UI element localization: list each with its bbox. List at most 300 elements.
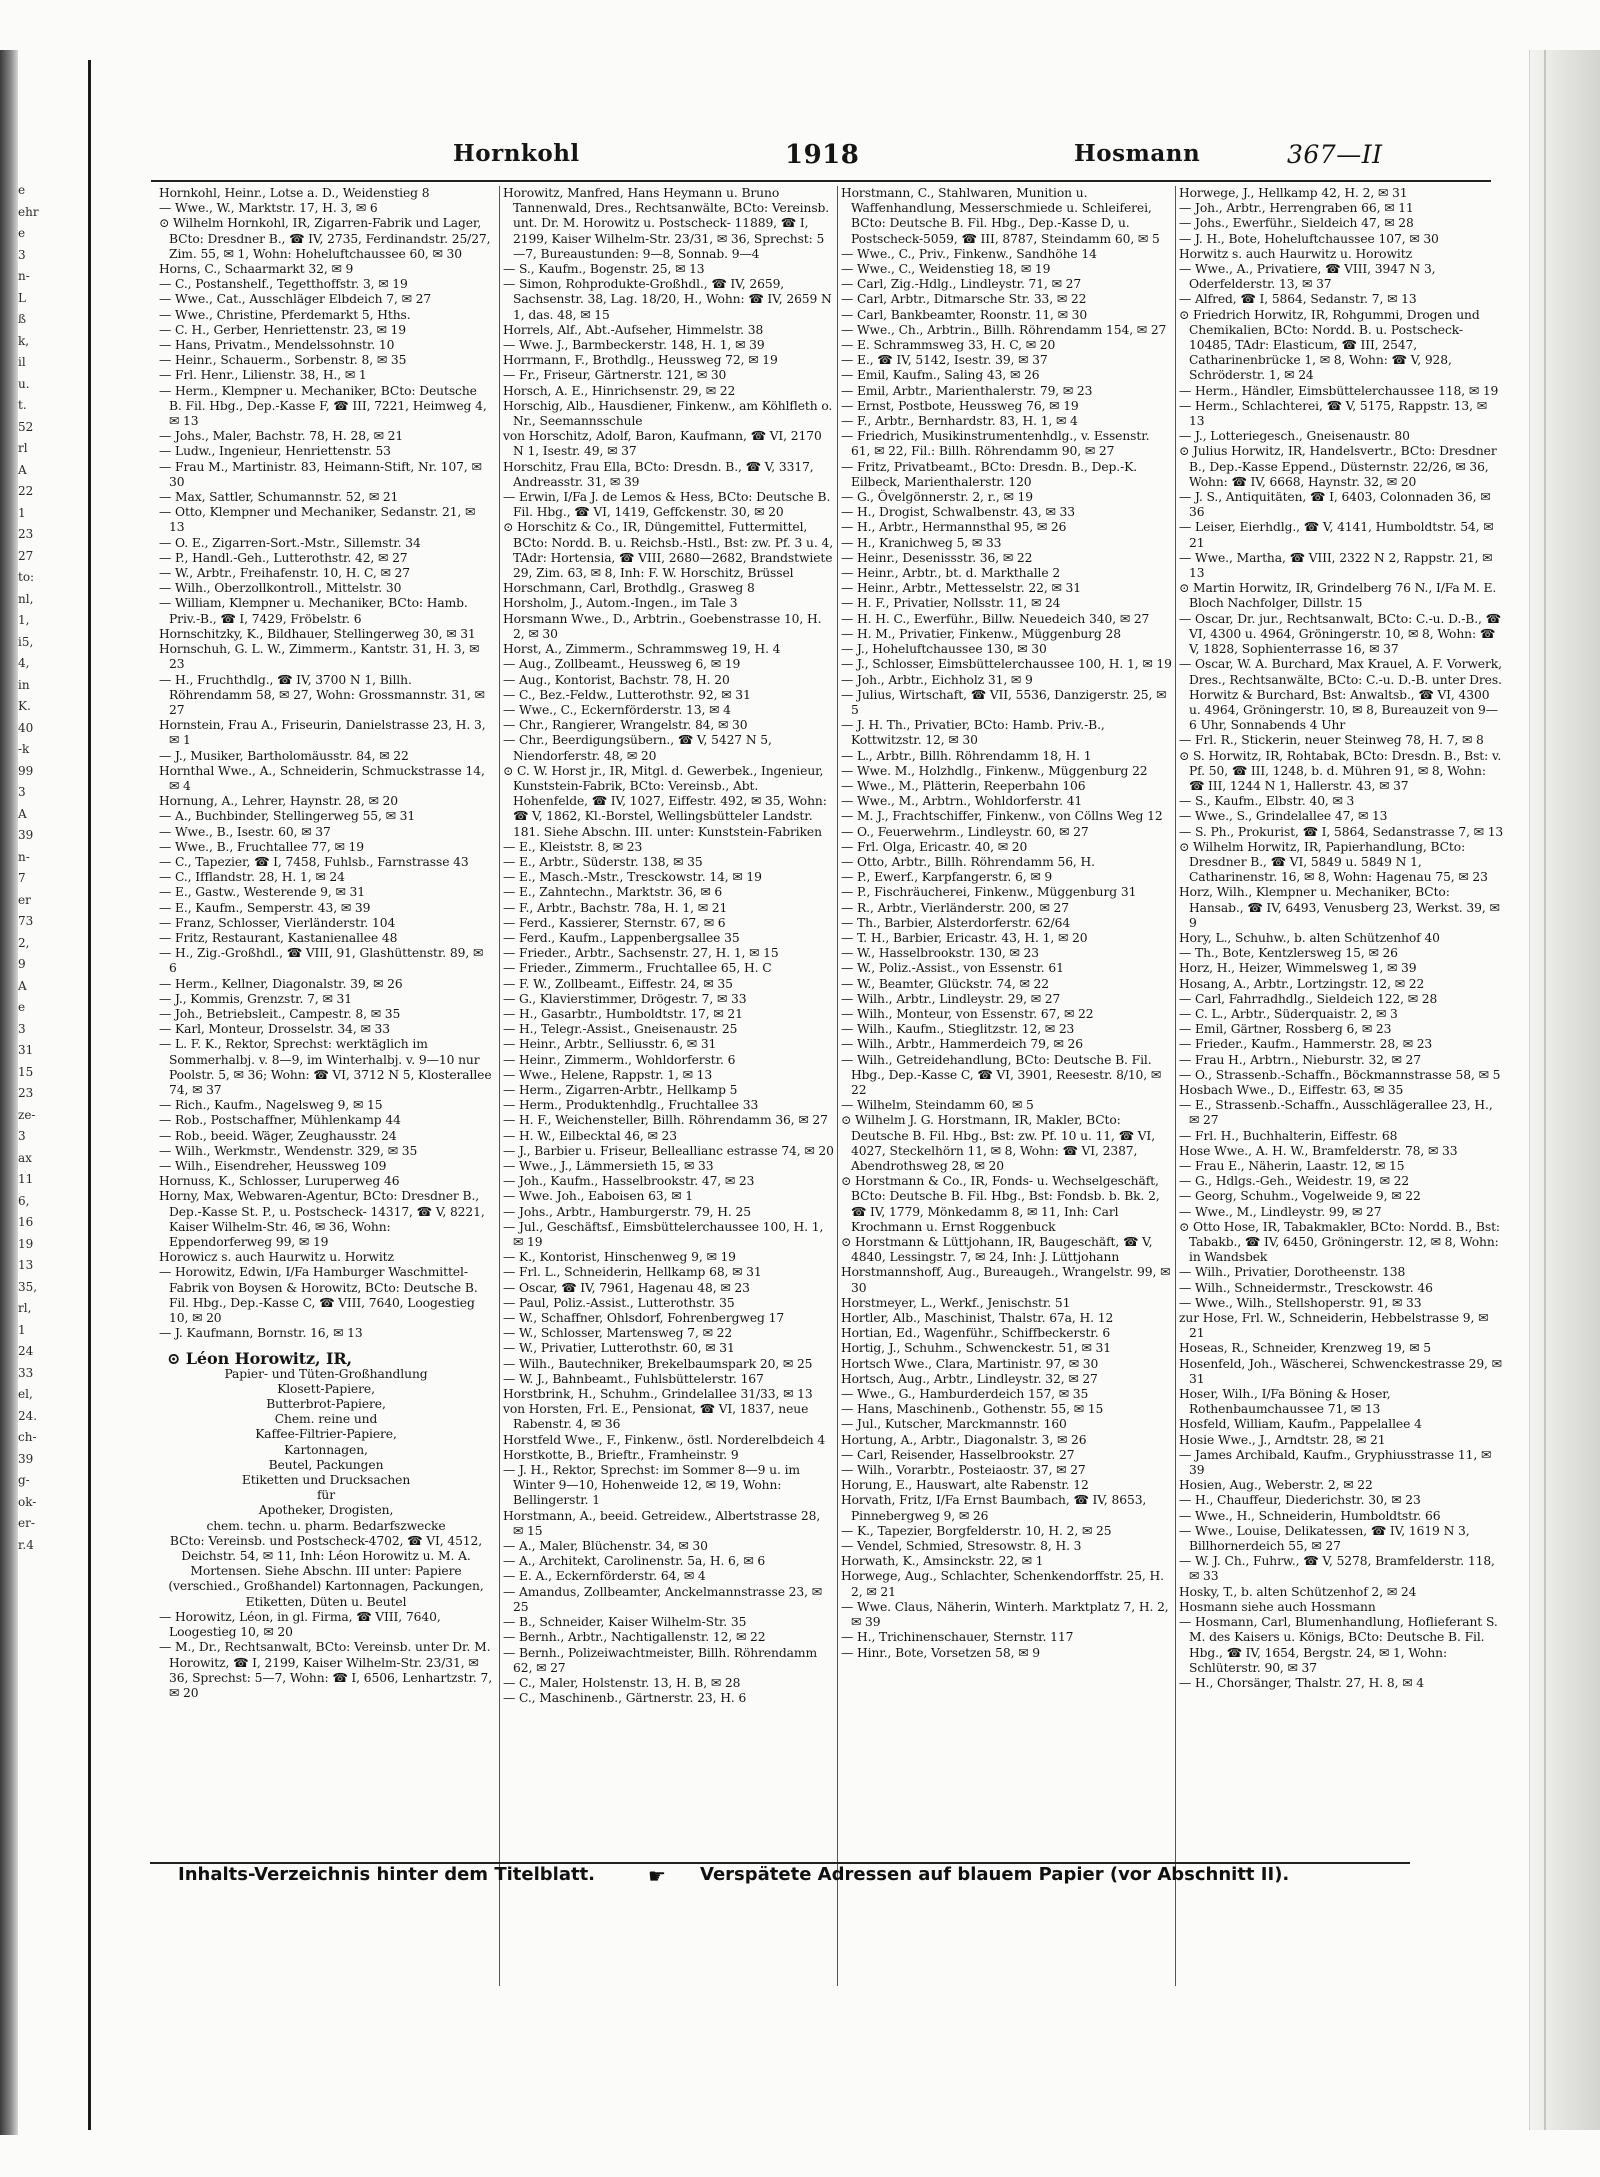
- directory-entry: — Heinr., Desenissstr. 36, ✉ 22: [841, 550, 1033, 565]
- ad-line: für: [316, 1488, 336, 1503]
- directory-entry: — H., Trichinenschauer, Sternstr. 117: [841, 1630, 1074, 1645]
- directory-entry: — Friedrich, Musikinstrumentenhdlg., v. Essenstr. 61, ✉ 22, Fil.: Billh. Röhrendamm 90, ✉ 27: [841, 429, 1150, 459]
- margin-fragment: 99: [18, 763, 34, 778]
- directory-entry: — C., Postanshelf., Tegetthoffstr. 3, ✉ 19: [159, 277, 408, 292]
- margin-fragment: A: [18, 806, 27, 821]
- directory-entry: — Jul., Kutscher, Marckmannstr. 160: [841, 1417, 1067, 1432]
- margin-fragment: e: [18, 183, 26, 197]
- directory-entry: — Frau E., Näherin, Laastr. 12, ✉ 15: [1179, 1159, 1405, 1173]
- directory-entry: — P., Handl.-Geh., Lutterothstr. 42, ✉ 27: [159, 550, 408, 565]
- directory-entry: Hoser, Wilh., I/Fa Böning & Hoser, Rothenbaumchaussee 71, ✉ 13: [1179, 1387, 1391, 1417]
- directory-entry: — Wwe., C., Priv., Finkenw., Sandhöhe 14: [841, 246, 1097, 261]
- column-entries: [1179, 186, 1504, 1691]
- ad-line: BCto: Vereinsb. und Postscheck-4702, ☎ VI, 4512, Deichstr. 54, ✉ 11, Inh: Léon Horowitz u. M. A. Mortensen. Siehe Abschn. III unter: Papiere (verschied., Großhandel) Kartonnagen, Packungen, Etiketten, Düten u. Beutel: [168, 1533, 484, 1609]
- ad-lines: [159, 1367, 493, 1610]
- directory-entry: — Wilh., Getreidehandlung, BCto: Deutsche B. Fil. Hbg., Dep.-Kasse C, ☎ VI, 3901, Reesestr. 8/10, ✉ 22: [841, 1052, 1162, 1097]
- directory-entry: Hortian, Ed., Wagenführ., Schiffbeckerstr. 6: [841, 1326, 1111, 1341]
- directory-entry: — Frl. H., Buchhalterin, Eiffestr. 68: [1179, 1128, 1398, 1143]
- directory-entry: — C., Tapezier, ☎ I, 7458, Fuhlsb., Farnstrasse 43: [159, 854, 469, 869]
- directory-entry: Hosenfeld, Joh., Wäscherei, Schwenckestrasse 29, ✉ 31: [1179, 1356, 1502, 1386]
- directory-entry: — J., Kommis, Grenzstr. 7, ✉ 31: [159, 991, 352, 1006]
- directory-entry: — J. Kaufmann, Bornstr. 16, ✉ 13: [159, 1326, 363, 1341]
- margin-fragment: 3: [18, 1021, 26, 1036]
- column-1: [159, 186, 493, 1986]
- directory-entry: — Vendel, Schmied, Stresowstr. 8, H. 3: [841, 1539, 1082, 1554]
- directory-entry: ⊙ C. W. Horst jr., IR, Mitgl. d. Gewerbek., Ingenieur, Kunststein-Fabrik, BCto: Vereinsb., Abt. Hohenfelde, ☎ IV, 1027, Eiffestr. 492, ✉ 35, Wohn: ☎ V, 1862, Kl.-Borstel, Wellingsbütteler Landstr. 181. Siehe Abschn. III. unter: Kunststein-Fabriken: [503, 763, 827, 839]
- directory-entry: ⊙ Friedrich Horwitz, IR, Rohgummi, Drogen und Chemikalien, BCto: Nordd. B. u. Postscheck- 10485, TAdr: Elasticum, ☎ III, 2547, Catharinenbrücke 1, ✉ 8, Wohn: ☎ V, 928, Schröderstr. 1, ✉ 24: [1179, 307, 1480, 383]
- directory-entry: — Wwe., Cat., Ausschläger Elbdeich 7, ✉ 27: [159, 292, 432, 307]
- directory-entry: — R., Arbtr., Vierländerstr. 200, ✉ 27: [841, 900, 1069, 915]
- directory-entry: Horstmann, A., beeid. Getreidew., Albertstrasse 28, ✉ 15: [503, 1508, 821, 1538]
- directory-entry: Horstfeld Wwe., F., Finkenw., östl. Norderelbdeich 4: [503, 1432, 826, 1447]
- directory-entry: — Carl, Reisender, Hasselbrookstr. 27: [841, 1447, 1075, 1462]
- directory-entry: — W. J. Ch., Fuhrw., ☎ V, 5278, Bramfelderstr. 118, ✉ 33: [1179, 1554, 1495, 1584]
- margin-fragment: er: [18, 892, 31, 907]
- margin-fragment: 39: [18, 828, 34, 842]
- directory-entry: — G., Övelgönnerstr. 2, r., ✉ 19: [841, 490, 1033, 505]
- margin-fragment: L: [18, 290, 26, 305]
- margin-fragment: 33: [18, 1365, 34, 1380]
- ad-title: ⊙ Léon Horowitz, IR,: [167, 1349, 352, 1369]
- column-4: [1175, 186, 1504, 1986]
- directory-entry: — Wwe., G., Hamburderdeich 157, ✉ 35: [841, 1387, 1089, 1402]
- directory-entry: Hornung, A., Lehrer, Haynstr. 28, ✉ 20: [159, 794, 398, 809]
- directory-entry: Hornthal Wwe., A., Schneiderin, Schmuckstrasse 14, ✉ 4: [159, 763, 485, 793]
- directory-entry: — M., Dr., Rechtsanwalt, BCto: Vereinsb. unter Dr. M. Horowitz, ☎ I, 2199, Kaiser Wilhelm-Str. 23/31, ✉ 36, Sprechst: 5—7, Wohn: ☎ I, 6506, Lenhartzstr. 7, ✉ 20: [159, 1640, 493, 1700]
- directory-entry: — Wwe., A., Privatiere, ☎ VIII, 3947 N 3, Oderfelderstr. 13, ✉ 37: [1179, 262, 1436, 292]
- directory-entry: Hornschuh, G. L. W., Zimmerm., Kantstr. 31, H. 3, ✉ 23: [159, 642, 480, 672]
- directory-entry: — H., Drogist, Schwalbenstr. 43, ✉ 33: [841, 505, 1075, 520]
- directory-entry: Hortsch, Aug., Arbtr., Lindleystr. 32, ✉ 27: [841, 1371, 1098, 1386]
- directory-page: [88, 60, 1533, 2130]
- directory-entry: — C., Ifflandstr. 28, H. 1, ✉ 24: [159, 870, 345, 885]
- directory-entry: — Paul, Poliz.-Assist., Lutterothstr. 35: [503, 1295, 735, 1310]
- directory-entry: — K., Kontorist, Hinschenweg 9, ✉ 19: [503, 1250, 736, 1265]
- directory-entry: Hosfeld, William, Kaufm., Pappelallee 4: [1179, 1417, 1422, 1432]
- directory-entry: — William, Klempner u. Mechaniker, BCto: Hamb. Priv.-B., ☎ I, 7429, Fröbelstr. 6: [159, 596, 468, 626]
- directory-entry: ⊙ Horschitz & Co., IR, Düngemittel, Futtermittel, BCto: Nordd. B. u. Reichsb.-Hstl., Bst: zw. Pf. 3 u. 4, TAdr: Hortensia, ☎ VIII, 2680—2682, Brandstwiete 29, Zim. 63, ✉ 8, Inh: F. W. Horschitz, Brüssel: [503, 520, 834, 581]
- directory-entry: — Bernh., Polizeiwachtmeister, Billh. Röhrendamm 62, ✉ 27: [503, 1645, 818, 1675]
- margin-fragment: A: [18, 978, 27, 993]
- directory-entry: — Joh., Arbtr., Eichholz 31, ✉ 9: [841, 672, 1033, 687]
- directory-entry: — H., Kranichweg 5, ✉ 33: [841, 535, 1002, 550]
- directory-entry: — Herm., Kellner, Diagonalstr. 39, ✉ 26: [159, 976, 403, 991]
- directory-entry: — W., Poliz.-Assist., von Essenstr. 61: [841, 961, 1064, 976]
- directory-entry: — Herm., Händler, Eimsbüttelerchaussee 118, ✉ 19: [1179, 383, 1499, 398]
- directory-entry: Horstkotte, B., Brieftr., Framheinstr. 9: [503, 1447, 739, 1462]
- margin-fragment: 27: [18, 548, 34, 563]
- directory-entry: ⊙ Horstmann & Co., IR, Fonds- u. Wechselgeschäft, BCto: Deutsche B. Fil. Hbg., Bst: Fondsb. b. Bk. 2, ☎ IV, 1779, Mönkedamm 8, ✉ 11, Inh: Carl Krochmann u. Ernst Roggenbuck: [841, 1174, 1160, 1234]
- margin-fragment: in: [18, 677, 30, 692]
- directory-entry: — H., Arbtr., Hermannsthal 95, ✉ 26: [841, 520, 1067, 535]
- directory-entry: — Jul., Geschäftsf., Eimsbüttelerchaussee 100, H. 1, ✉ 19: [503, 1219, 824, 1250]
- directory-entry: — Frl. L., Schneiderin, Hellkamp 68, ✉ 31: [503, 1265, 762, 1280]
- directory-entry: ⊙ Julius Horwitz, IR, Handelsvertr., BCto: Dresdner B., Dep.-Kasse Eppend., Düsternstr. 22/26, ✉ 36, Wohn: ☎ IV, 6668, Haynstr. 32, ✉ 20: [1179, 444, 1497, 489]
- directory-entry: — Otto, Arbtr., Billh. Röhrendamm 56, H.: [841, 854, 1095, 869]
- directory-entry: — Max, Sattler, Schumannstr. 52, ✉ 21: [159, 490, 399, 505]
- directory-entry: — Karl, Monteur, Drosselstr. 34, ✉ 33: [159, 1022, 390, 1037]
- directory-entry: — W., Privatier, Lutterothstr. 60, ✉ 31: [503, 1341, 735, 1356]
- directory-entry: — E., Kaufm., Semperstr. 43, ✉ 39: [159, 900, 371, 915]
- directory-entry: — O., Strassenb.-Schaffn., Böckmannstrasse 58, ✉ 5: [1179, 1067, 1501, 1082]
- directory-entry: Hornschitzky, K., Bildhauer, Stellingerweg 30, ✉ 31: [159, 626, 476, 641]
- directory-entry: Hornuss, K., Schlosser, Luruperweg 46: [159, 1174, 400, 1189]
- directory-entry: — Wilh., Werkmstr., Wendenstr. 329, ✉ 35: [159, 1143, 418, 1158]
- margin-fragment: 73: [18, 914, 34, 928]
- directory-entry: — Wilh., Schneidermstr., Tresckowstr. 46: [1179, 1280, 1433, 1295]
- directory-entry: Horstmann, C., Stahlwaren, Munition u. Waffenhandlung, Messerschmiede u. Schleiferei, BCto: Deutsche B. Fil. Hbg., Dep.-Kasse D, u. Postscheck-5059, ☎ III, 8787, Steindamm 60, ✉ 5: [841, 186, 1160, 246]
- page-header: [91, 140, 1533, 180]
- directory-entry: — Rich., Kaufm., Nagelsweg 9, ✉ 15: [159, 1098, 383, 1113]
- directory-entry: — Horowitz, Léon, in gl. Firma, ☎ VIII, 7640, Loogestieg 10, ✉ 20: [159, 1609, 441, 1640]
- directory-entry: — P., Fischräucherei, Finkenw., Müggenburg 31: [841, 885, 1137, 900]
- directory-entry: — Wilh., Vorarbtr., Posteiaostr. 37, ✉ 27: [841, 1463, 1086, 1478]
- directory-entry: — H., Telegr.-Assist., Gneisenaustr. 25: [503, 1022, 738, 1037]
- margin-fragment: 24.: [18, 1408, 38, 1423]
- directory-entry: ⊙ S. Horwitz, IR, Rohtabak, BCto: Dresdn. B., Bst: v. Pf. 50, ☎ III, 1248, b. d. Mühren 91, ✉ 8, Wohn: ☎ III, 1244 N 1, Hallerstr. 43, ✉ 37: [1179, 748, 1502, 793]
- directory-entry: — H. M., Privatier, Finkenw., Müggenburg 28: [841, 626, 1121, 641]
- directory-entry: Horwitz s. auch Haurwitz u. Horowitz: [1179, 246, 1412, 261]
- margin-fragment: i5,: [18, 634, 34, 649]
- directory-entry: — C., Maler, Holstenstr. 13, H. B, ✉ 28: [503, 1675, 741, 1690]
- advertisement-leon-horowitz: [159, 1351, 493, 1609]
- directory-entry: — Wwe., Christine, Pferdemarkt 5, Hths.: [159, 307, 411, 322]
- directory-entry: — Emil, Kaufm., Saling 43, ✉ 26: [841, 368, 1040, 383]
- directory-entry: — Herm., Zigarren-Arbtr., Hellkamp 5: [503, 1082, 738, 1097]
- header-first-name: Hornkohl: [453, 140, 580, 167]
- directory-entry: von Horsten, Frl. E., Pensionat, ☎ VI, 1837, neue Rabenstr. 4, ✉ 36: [503, 1402, 809, 1432]
- directory-entry: — Th., Barbier, Alsterdorferstr. 62/64: [841, 915, 1071, 930]
- previous-page-gutter: [0, 50, 18, 2135]
- directory-entry: Hornstein, Frau A., Friseurin, Danielstrasse 23, H. 3, ✉ 1: [159, 718, 486, 748]
- directory-entry: — M. J., Frachtschiffer, Finkenw., von Cöllns Weg 12: [841, 809, 1163, 824]
- margin-fragment: t.: [18, 398, 27, 412]
- directory-entry: — W. J., Bahnbeamt., Fuhlsbüttelerstr. 167: [503, 1371, 764, 1386]
- directory-entry: Hortler, Alb., Maschinist, Thalstr. 67a, H. 12: [841, 1311, 1114, 1326]
- page-edge: [1529, 50, 1600, 2130]
- directory-entry: — J. H., Rektor, Sprechst: im Sommer 8—9 u. im Winter 9—10, Hohenweide 12, ✉ 19, Wohn: Bellingerstr. 1: [503, 1463, 800, 1508]
- directory-entry: — Wwe., W., Marktstr. 17, H. 3, ✉ 6: [159, 201, 378, 216]
- directory-entry: zur Hose, Frl. W., Schneiderin, Hebbelstrasse 9, ✉ 21: [1179, 1311, 1489, 1341]
- directory-entry: — Rob., beeid. Wäger, Zeughausstr. 24: [159, 1128, 397, 1143]
- margin-fragment: 3: [18, 785, 26, 799]
- directory-entry: Hortsch Wwe., Clara, Martinistr. 97, ✉ 30: [841, 1356, 1099, 1371]
- directory-entry: Horsmann Wwe., D., Arbtrin., Goebenstrasse 10, H. 2, ✉ 30: [503, 611, 822, 641]
- directory-entry: — Herm., Produktenhdlg., Fruchtallee 33: [503, 1098, 759, 1113]
- directory-entry: Hortig, J., Schuhm., Schwenckestr. 51, ✉ 31: [841, 1341, 1111, 1356]
- pointing-hand-icon: ☛: [648, 1864, 666, 1888]
- directory-entry: — Carl, Arbtr., Ditmarsche Str. 33, ✉ 22: [841, 292, 1087, 307]
- directory-entry: — Wilh., Arbtr., Lindleystr. 29, ✉ 27: [841, 991, 1061, 1006]
- directory-entry: — A., Maler, Blüchenstr. 34, ✉ 30: [503, 1539, 708, 1554]
- directory-entry: — Horowitz, Edwin, I/Fa Hamburger Waschmittel-Fabrik von Boysen & Horowitz, BCto: Deutsche B. Fil. Hbg., Dep.-Kasse C, ☎ VIII, 7640, Loogestieg 10, ✉ 20: [159, 1265, 478, 1326]
- margin-fragment: n-: [18, 269, 30, 283]
- directory-entry: — Herm., Schlachterei, ☎ V, 5175, Rappstr. 13, ✉ 13: [1179, 398, 1487, 429]
- directory-entry: Horsch, A. E., Hinrichsenstr. 29, ✉ 22: [503, 383, 736, 398]
- margin-fragment: e: [18, 226, 26, 240]
- directory-entry: — Frl. Olga, Ericastr. 40, ✉ 20: [841, 839, 1028, 854]
- directory-entry: — Hinr., Bote, Vorsetzen 58, ✉ 9: [841, 1645, 1040, 1660]
- directory-entry: Horsholm, J., Autom.-Ingen., im Tale 3: [503, 596, 738, 611]
- directory-entry: — J., Schlosser, Eimsbüttelerchaussee 100, H. 1, ✉ 19: [841, 657, 1172, 672]
- directory-entry: — Wilh., Kaufm., Stieglitzstr. 12, ✉ 23: [841, 1022, 1075, 1037]
- directory-entry: Horz, Wilh., Klempner u. Mechaniker, BCto: Hansab., ☎ IV, 6493, Venusberg 23, Werkst. 39, ✉ 9: [1179, 885, 1500, 930]
- directory-entry: — Hosmann, Carl, Blumenhandlung, Hoflieferant S. M. des Kaisers u. Königs, BCto: Deutsche B. Fil. Hbg., ☎ IV, 1654, Bergstr. 24, ✉ 1, Wohn: Schlüterstr. 90, ✉ 37: [1179, 1615, 1498, 1675]
- directory-entry: — Erwin, I/Fa J. de Lemos & Hess, BCto: Deutsche B. Fil. Hbg., ☎ VI, 1419, Geffckenstr. 30, ✉ 20: [503, 490, 831, 520]
- directory-entry: — Wwe., Wilh., Stellshoperstr. 91, ✉ 33: [1179, 1295, 1422, 1310]
- directory-entry: — Wwe., Ch., Arbtrin., Billh. Röhrendamm 154, ✉ 27: [841, 322, 1167, 337]
- directory-entry: — Wilh., Oberzollkontroll., Mittelstr. 30: [159, 581, 402, 596]
- margin-fragment: 15: [18, 1064, 34, 1079]
- directory-entry: ⊙ Wilhelm Horwitz, IR, Papierhandlung, BCto: Dresdner B., ☎ VI, 5849 u. 5849 N 1, Catharinenstr. 16, ✉ 8, Wohn: Hagenau 75, ✉ 23: [1179, 839, 1488, 885]
- margin-fragment: 31: [18, 1043, 34, 1057]
- directory-entry: ⊙ Wilhelm Hornkohl, IR, Zigarren-Fabrik und Lager, BCto: Dresdner B., ☎ IV, 2735, Ferdinandstr. 25/27, Zim. 55, ✉ 1, Wohn: Hoheluftchaussee 60, ✉ 30: [159, 216, 491, 261]
- margin-fragment: 11: [18, 1172, 34, 1186]
- directory-entry: Horz, H., Heizer, Wimmelsweg 1, ✉ 39: [1179, 961, 1417, 976]
- directory-entry: — Wwe. Claus, Näherin, Winterh. Marktplatz 7, H. 2, ✉ 39: [841, 1599, 1169, 1630]
- directory-entry: — E., Masch.-Mstr., Tresckowstr. 14, ✉ 19: [503, 870, 762, 885]
- ad-line: Papier- und Tüten-Großhandlung: [224, 1366, 428, 1381]
- directory-entry: Hoseas, R., Schneider, Krenzweg 19, ✉ 5: [1179, 1341, 1431, 1356]
- directory-entry: ⊙ Otto Hose, IR, Tabakmakler, BCto: Nordd. B., Bst: Tabakb., ☎ IV, 6450, Gröningerstr. 12, ✉ 8, Wohn: in Wandsbek: [1179, 1219, 1500, 1265]
- directory-entry: — C. H., Gerber, Henriettenstr. 23, ✉ 19: [159, 322, 406, 337]
- directory-entry: — Wwe. M., Holzhdlg., Finkenw., Müggenburg 22: [841, 763, 1148, 778]
- directory-entry: Horwath, K., Amsinckstr. 22, ✉ 1: [841, 1554, 1044, 1569]
- margin-fragment: to:: [18, 570, 35, 584]
- directory-entry: — Wwe., C., Weidenstieg 18, ✉ 19: [841, 262, 1051, 277]
- margin-fragment: 6,: [18, 1193, 30, 1208]
- directory-entry: ⊙ Horstmann & Lüttjohann, IR, Baugeschäft, ☎ V, 4840, Lessingstr. 7, ✉ 24, Inh: J. Lüttjohann: [841, 1235, 1153, 1265]
- directory-entry: — E., Kleiststr. 8, ✉ 23: [503, 839, 643, 854]
- margin-fragment: 40: [18, 720, 34, 735]
- directory-entry: — J., Barbier u. Friseur, Belleallianc estrasse 74, ✉ 20: [503, 1143, 834, 1158]
- directory-entry: Hosbach Wwe., D., Eiffestr. 63, ✉ 35: [1179, 1082, 1404, 1097]
- column-entries: [841, 186, 1172, 1661]
- directory-entry: — O., Feuerwehrm., Lindleystr. 60, ✉ 27: [841, 824, 1089, 839]
- margin-fragment: 39: [18, 1451, 34, 1466]
- margin-fragment: 4,: [18, 656, 30, 670]
- directory-entry: — Johs., Arbtr., Hamburgerstr. 79, H. 25: [503, 1204, 751, 1219]
- directory-entry: Horowicz s. auch Haurwitz u. Horwitz: [159, 1250, 394, 1265]
- directory-entry: — Heinr., Arbtr., bt. d. Markthalle 2: [841, 566, 1061, 581]
- margin-fragment: il: [18, 355, 26, 369]
- margin-fragment: k,: [18, 333, 30, 348]
- margin-fragment: 23: [18, 527, 34, 541]
- directory-entry: — Frieder., Kaufm., Hammerstr. 28, ✉ 23: [1179, 1037, 1433, 1052]
- directory-entry: — E., Zahntechn., Marktstr. 36, ✉ 6: [503, 885, 723, 900]
- directory-entry: — Fritz, Privatbeamt., BCto: Dresdn. B., Dep.-K. Eilbeck, Marienthalerstr. 120: [841, 459, 1138, 489]
- directory-entry: — Wwe., S., Grindelallee 47, ✉ 13: [1179, 809, 1388, 824]
- directory-entry: — Wwe. Joh., Eaboisen 63, ✉ 1: [503, 1189, 693, 1204]
- margin-fragment: r.4: [18, 1537, 34, 1552]
- directory-entry: — Leiser, Eierhdlg., ☎ V, 4141, Humboldtstr. 54, ✉ 21: [1179, 520, 1494, 550]
- directory-entry: Horowitz, Manfred, Hans Heymann u. Bruno Tannenwald, Dres., Rechtsanwälte, BCto: Vereinsb. unt. Dr. M. Horowitz u. Postscheck- 11889, ☎ I, 2199, Kaiser Wilhelm-Str. 23/31, ✉ 36, Sprechst: 5—7, Bureaustunden: 9—8, Sonnab. 9—4: [503, 186, 830, 261]
- directory-entry: — Wwe., Martha, ☎ VIII, 2322 N 2, Rappstr. 21, ✉ 13: [1179, 550, 1493, 581]
- directory-entry: — Hans, Maschinenb., Gothenstr. 55, ✉ 15: [841, 1402, 1104, 1417]
- column-2: [499, 186, 834, 1986]
- directory-entry: — Aug., Kontorist, Bachstr. 78, H. 20: [503, 672, 730, 687]
- directory-entry: ⊙ Martin Horwitz, IR, Grindelberg 76 N., I/Fa M. E. Bloch Nachfolger, Dillstr. 15: [1179, 581, 1497, 611]
- directory-entry: Hosang, A., Arbtr., Lortzingstr. 12, ✉ 22: [1179, 976, 1425, 991]
- directory-entry: Hose Wwe., A. H. W., Bramfelderstr. 78, ✉ 33: [1179, 1143, 1458, 1158]
- directory-entry: — Ludw., Ingenieur, Henriettenstr. 53: [159, 444, 391, 459]
- directory-entry: — S., Kaufm., Bogenstr. 25, ✉ 13: [503, 262, 705, 277]
- directory-entry: — Wwe., J., Lämmersieth 15, ✉ 33: [503, 1159, 714, 1173]
- directory-entry: — A., Buchbinder, Stellingerweg 55, ✉ 31: [159, 809, 416, 824]
- directory-entry: — Wwe., Louise, Delikatessen, ☎ IV, 1619 N 3, Billhornerdeich 55, ✉ 27: [1179, 1523, 1470, 1554]
- directory-entry: — Aug., Zollbeamt., Heussweg 6, ✉ 19: [503, 657, 741, 672]
- directory-entry: — Ferd., Kaufm., Lappenbergsallee 35: [503, 930, 740, 945]
- directory-entry: — C., Maschinenb., Gärtnerstr. 23, H. 6: [503, 1691, 747, 1706]
- directory-entry: — Heinr., Zimmerm., Wohldorferstr. 6: [503, 1052, 736, 1067]
- margin-fragment: 24: [18, 1344, 34, 1358]
- directory-entry: — L. F. K., Rektor, Sprechst: werktäglich im Sommerhalbj. v. 8—9, im Winterhalbj. v. 9—10 nur Poolstr. 5, ✉ 36; Wohn: ☎ VI, 3712 N 5, Klosterallee 74, ✉ 37: [159, 1037, 492, 1097]
- margin-fragment: 16: [18, 1215, 34, 1229]
- directory-entry: — Frau M., Martinistr. 83, Heimann-Stift, Nr. 107, ✉ 30: [159, 459, 482, 489]
- directory-entry: Hortung, A., Arbtr., Diagonalstr. 3, ✉ 26: [841, 1432, 1087, 1447]
- directory-entry: — H. F., Privatier, Nollsstr. 11, ✉ 24: [841, 596, 1061, 611]
- directory-entry: — H., Chauffeur, Diederichstr. 30, ✉ 23: [1179, 1493, 1421, 1508]
- margin-fragment: 35,: [18, 1279, 38, 1294]
- directory-entry: Horstmannshoff, Aug., Bureaugeh., Wrangelstr. 99, ✉ 30: [841, 1265, 1171, 1295]
- directory-entry: Horschmann, Carl, Brothdlg., Grasweg 8: [503, 581, 755, 596]
- directory-entry: — Wwe. J., Barmbeckerstr. 148, H. 1, ✉ 39: [503, 338, 765, 353]
- directory-entry: Hosien, Aug., Weberstr. 2, ✉ 22: [1179, 1478, 1373, 1493]
- directory-entry: — Wwe., M., Lindleystr. 99, ✉ 27: [1179, 1204, 1382, 1219]
- directory-entry: — Frieder., Zimmerm., Fruchtallee 65, H. C: [503, 961, 772, 976]
- directory-entry: — Wilh., Arbtr., Hammerdeich 79, ✉ 26: [841, 1037, 1083, 1052]
- directory-entry: Horschig, Alb., Hausdiener, Finkenw., am Köhlfleth o. Nr., Seemannsschule: [503, 398, 833, 429]
- directory-entry: — Oscar, W. A. Burchard, Max Krauel, A. F. Vorwerk, Dres., Rechtsanwälte, BCto: C.-u. D.-B. unter Dres. Horwitz & Burchard, Bst: Anwaltsb., ☎ VI, 4300 u. 4964, Gröningerstr. 10, ✉ 8, Bureauzeit von 9—6 Uhr, Sonnabends 4 Uhr: [1179, 657, 1502, 733]
- directory-entry: — J., Musiker, Bartholomäusstr. 84, ✉ 22: [159, 748, 409, 763]
- directory-entry: — Th., Bote, Kentzlersweg 15, ✉ 26: [1179, 946, 1398, 961]
- directory-entry: — S. Ph., Prokurist, ☎ I, 5864, Sedanstrasse 7, ✉ 13: [1179, 824, 1504, 839]
- margin-fragment: el,: [18, 1387, 33, 1401]
- directory-entry: — Frl. Henr., Lilienstr. 38, H., ✉ 1: [159, 368, 367, 383]
- directory-entry: Horstbrink, H., Schuhm., Grindelallee 31/33, ✉ 13: [503, 1387, 813, 1402]
- directory-entry: Horwege, J., Hellkamp 42, H. 2, ✉ 31: [1179, 186, 1408, 200]
- directory-entry: Hosky, T., b. alten Schützenhof 2, ✉ 24: [1179, 1584, 1417, 1599]
- directory-entry: — Frau H., Arbtrn., Nieburstr. 32, ✉ 27: [1179, 1052, 1421, 1067]
- column-entries-after-ad: [159, 1610, 493, 1701]
- directory-entry: — Heinr., Arbtr., Mettesselstr. 22, ✉ 31: [841, 581, 1081, 596]
- directory-entry: — W., Schlosser, Martensweg 7, ✉ 22: [503, 1326, 733, 1341]
- directory-entry: — Wwe., B., Fruchtallee 77, ✉ 19: [159, 839, 365, 854]
- margin-fragment: 2,: [18, 935, 30, 950]
- directory-entry: — Carl, Zig.-Hdlg., Lindleystr. 71, ✉ 27: [841, 277, 1082, 292]
- directory-entry: — J., Lotteriegesch., Gneisenaustr. 80: [1179, 429, 1410, 444]
- directory-entry: Hosmann siehe auch Hossmann: [1179, 1599, 1376, 1614]
- directory-entry: — B., Schneider, Kaiser Wilhelm-Str. 35: [503, 1615, 747, 1630]
- directory-entry: — Wwe., M., Plätterin, Reeperbahn 106: [841, 778, 1086, 793]
- directory-entry: — J. H. Th., Privatier, BCto: Hamb. Priv.-B., Kottwitzstr. 12, ✉ 30: [841, 718, 1105, 748]
- margin-fragment: ch-: [18, 1430, 37, 1444]
- directory-entry: von Horschitz, Adolf, Baron, Kaufmann, ☎ VI, 2170 N 1, Isestr. 49, ✉ 37: [503, 429, 822, 459]
- ad-line: Kartonnagen,: [284, 1442, 368, 1457]
- directory-entry: — Joh., Betriebsleit., Campestr. 8, ✉ 35: [159, 1006, 401, 1021]
- ad-line: Beutel, Packungen: [268, 1457, 384, 1472]
- directory-entry: — Amandus, Zollbeamter, Anckelmannstrasse 23, ✉ 25: [503, 1584, 822, 1614]
- directory-entry: Horstmeyer, L., Werkf., Jenischstr. 51: [841, 1295, 1071, 1310]
- ad-line: chem. techn. u. pharm. Bedarfszwecke: [206, 1518, 446, 1533]
- directory-entry: — Joh., Arbtr., Herrengraben 66, ✉ 11: [1179, 201, 1414, 216]
- directory-entry: — Wwe., M., Arbtrn., Wohldorferstr. 41: [841, 794, 1083, 809]
- margin-fragment: rl: [18, 441, 28, 455]
- margin-fragment: 9: [18, 957, 26, 971]
- directory-entry: — F., Arbtr., Bernhardstr. 83, H. 1, ✉ 4: [841, 414, 1078, 429]
- directory-entry: Horrmann, F., Brothdlg., Heussweg 72, ✉ 19: [503, 353, 778, 368]
- margin-fragment: 7: [18, 871, 26, 885]
- directory-entry: — H., Fruchthdlg., ☎ IV, 3700 N 1, Billh. Röhrendamm 58, ✉ 27, Wohn: Grossmannstr. 31, ✉ 27: [159, 672, 485, 717]
- directory-entry: Horschitz, Frau Ella, BCto: Dresdn. B., ☎ V, 3317, Andreasstr. 31, ✉ 39: [503, 459, 814, 489]
- directory-entry: — Wilh., Eisendreher, Heussweg 109: [159, 1159, 387, 1173]
- ad-line: Kaffee-Filtrier-Papiere,: [255, 1427, 397, 1442]
- directory-entry: — Heinr., Schauerm., Sorbenstr. 8, ✉ 35: [159, 353, 407, 368]
- margin-fragment: 3: [18, 1129, 26, 1143]
- directory-entry: — O. E., Zigarren-Sort.-Mstr., Sillemstr. 34: [159, 535, 421, 550]
- footer-index-note: Inhalts-Verzeichnis hinter dem Titelblatt.: [178, 1864, 596, 1885]
- directory-entry: — Herm., Klempner u. Mechaniker, BCto: Deutsche B. Fil. Hbg., Dep.-Kasse F, ☎ III, 7221, Heimweg 4, ✉ 13: [159, 383, 487, 429]
- directory-entry: — Frl. R., Stickerin, neuer Steinweg 78, H. 7, ✉ 8: [1179, 733, 1484, 748]
- directory-entry: Horrels, Alf., Abt.-Aufseher, Himmelstr. 38: [503, 322, 764, 337]
- directory-entry: — Otto, Klempner und Mechaniker, Sedanstr. 21, ✉ 13: [159, 505, 476, 535]
- directory-entry: — Wilh., Privatier, Dorotheenstr. 138: [1179, 1265, 1406, 1280]
- margin-fragment: 13: [18, 1258, 34, 1272]
- directory-entry: — L., Arbtr., Billh. Röhrendamm 18, H. 1: [841, 748, 1092, 763]
- directory-entry: — Julius, Wirtschaft, ☎ VII, 5536, Danzigerstr. 25, ✉ 5: [841, 687, 1167, 717]
- directory-entry: — H., Zig.-Großhdl., ☎ VIII, 91, Glashüttenstr. 89, ✉ 6: [159, 946, 484, 976]
- directory-entry: — H. H. C., Ewerführ., Billw. Neuedeich 340, ✉ 27: [841, 611, 1150, 626]
- margin-fragment: ax: [18, 1150, 32, 1165]
- directory-entry: — P., Ewerf., Karpfangerstr. 6, ✉ 9: [841, 870, 1053, 885]
- directory-entry: — Johs., Ewerführ., Sieldeich 47, ✉ 28: [1179, 216, 1414, 231]
- directory-entry: — E., Arbtr., Süderstr. 138, ✉ 35: [503, 854, 703, 869]
- directory-entry: — H., Gasarbtr., Humboldtstr. 17, ✉ 21: [503, 1006, 743, 1021]
- margin-fragment: g-: [18, 1473, 30, 1487]
- directory-entry: — Carl, Bankbeamter, Roonstr. 11, ✉ 30: [841, 307, 1088, 322]
- directory-entry: — Simon, Rohprodukte-Großhdl., ☎ IV, 2659, Sachsenstr. 38, Lag. 18/20, H., Wohn: ☎ IV, 2659 N 1, das. 48, ✉ 15: [503, 277, 832, 322]
- margin-fragment: er-: [18, 1516, 35, 1530]
- margin-fragment: 1,: [18, 613, 30, 627]
- directory-entry: — C., Bez.-Feldw., Lutterothstr. 92, ✉ 31: [503, 687, 751, 702]
- ad-line: Etiketten und Drucksachen: [241, 1473, 411, 1488]
- directory-entry: — E., ☎ IV, 5142, Isestr. 39, ✉ 37: [841, 353, 1048, 368]
- directory-entry: — E. Schrammsweg 33, H. C, ✉ 20: [841, 338, 1056, 353]
- directory-entry: — Fr., Friseur, Gärtnerstr. 121, ✉ 30: [503, 368, 727, 383]
- directory-entry: — S., Kaufm., Elbstr. 40, ✉ 3: [1179, 794, 1355, 809]
- directory-entry: ⊙ Wilhelm J. G. Horstmann, IR, Makler, BCto: Deutsche B. Fil. Hbg., Bst: zw. Pf. 10 u. 11, ☎ VI, 4027, Steckelhörn 11, ✉ 8, Wohn: ☎ VI, 2387, Abendrothsweg 28, ✉ 20: [841, 1113, 1156, 1173]
- margin-fragment: 3: [18, 247, 26, 262]
- directory-entry: — E., Gastw., Westerende 9, ✉ 31: [159, 885, 365, 900]
- column-entries: [503, 186, 834, 1706]
- margin-fragment: 1: [18, 505, 26, 520]
- directory-entry: — Rob., Postschaffner, Mühlenkamp 44: [159, 1113, 401, 1128]
- directory-entry: — E., Strassenb.-Schaffn., Ausschlägerallee 23, H., ✉ 27: [1179, 1098, 1493, 1128]
- directory-entry: — Wilhelm, Steindamm 60, ✉ 5: [841, 1098, 1034, 1113]
- directory-entry: — Wwe., B., Isestr. 60, ✉ 37: [159, 824, 331, 839]
- margin-fragment: ß: [18, 312, 27, 326]
- directory-entry: — Heinr., Arbtr., Selliusstr. 6, ✉ 31: [503, 1037, 717, 1052]
- directory-entry: — Wwe., C., Eckernförderstr. 13, ✉ 4: [503, 702, 731, 717]
- directory-entry: Horny, Max, Webwaren-Agentur, BCto: Dresdner B., Dep.-Kasse St. P., u. Postscheck- 14317, ☎ V, 8221, Kaiser Wilhelm-Str. 46, ✉ 36, Wohn: Eppendorferweg 99, ✉ 19: [159, 1189, 485, 1250]
- margin-fragment: -k: [18, 742, 30, 756]
- directory-entry: — W., Schaffner, Ohlsdorf, Fohrenbergweg 17: [503, 1311, 785, 1326]
- page-number: 367—II: [1287, 140, 1383, 169]
- ad-line: Apotheker, Drogisten,: [258, 1503, 394, 1518]
- directory-entry: — J. S., Antiquitäten, ☎ I, 6403, Colonnaden 36, ✉ 36: [1179, 490, 1491, 520]
- margin-fragment: rl,: [18, 1301, 32, 1315]
- directory-entry: — Ferd., Kassierer, Sternstr. 67, ✉ 6: [503, 915, 726, 930]
